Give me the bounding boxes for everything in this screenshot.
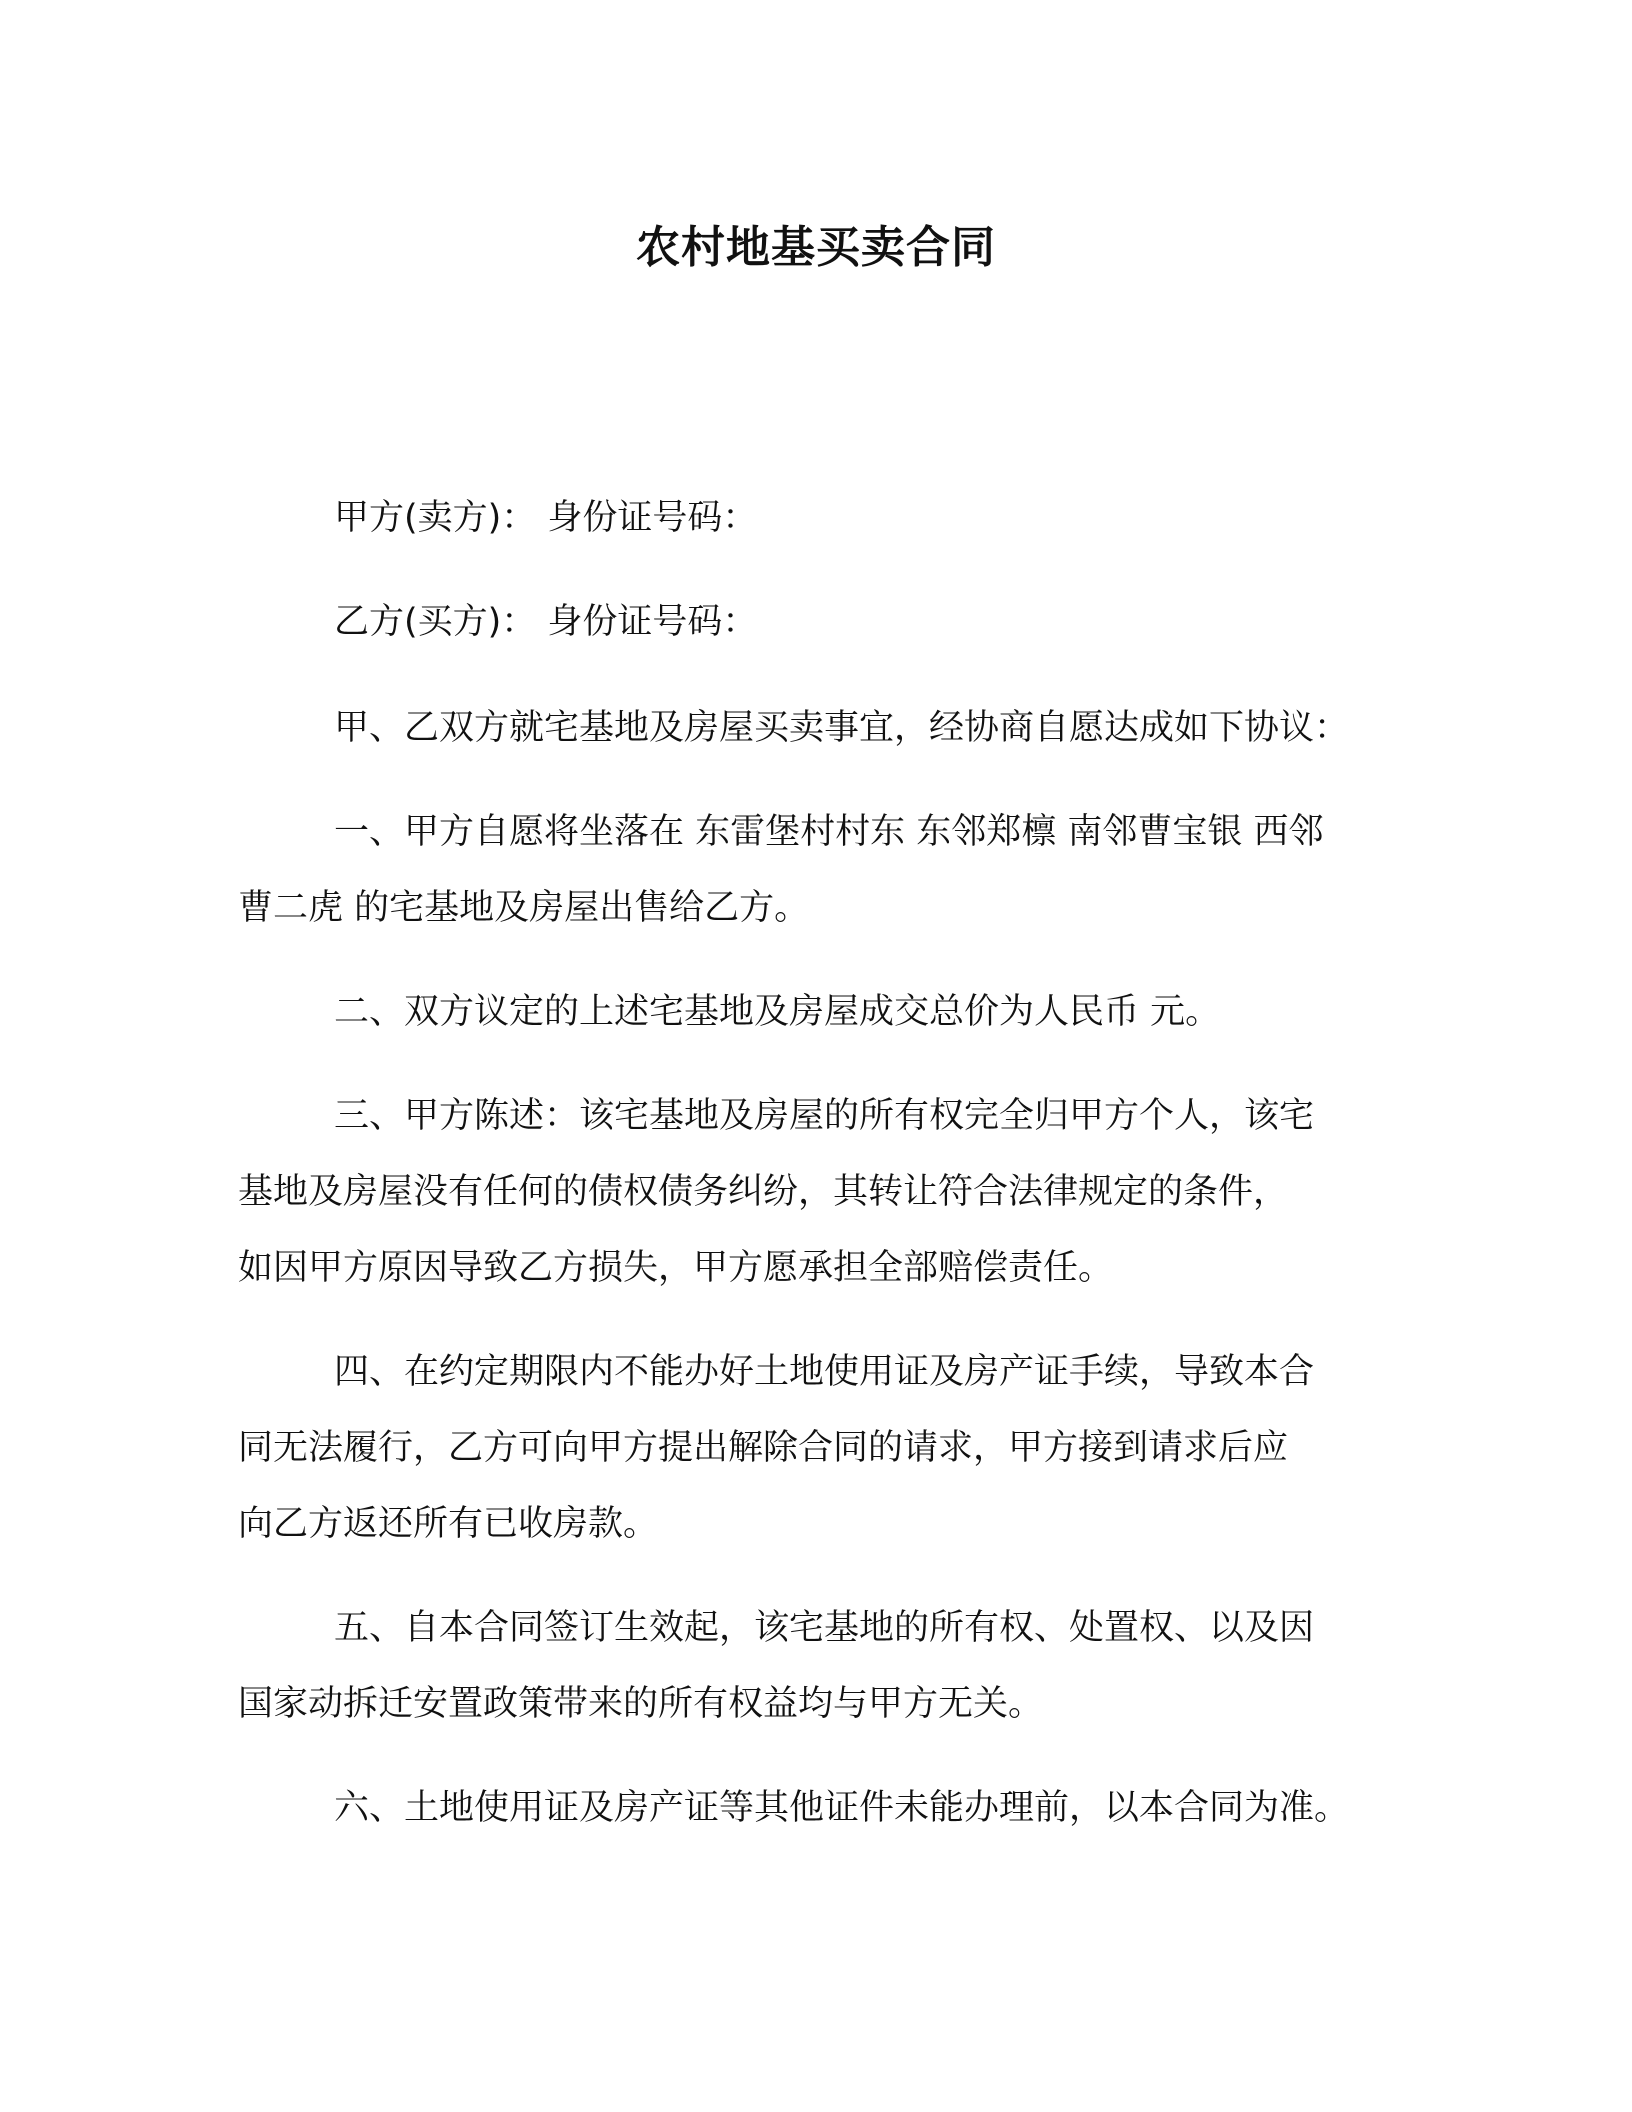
clause-1-line-1: 一、甲方自愿将坐落在 东雷堡村村东 东邻郑檩 南邻曹宝银 西邻 [334,812,1324,852]
clause-5-line-2: 国家动拆迁安置政策带来的所有权益均与甲方无关。 [238,1684,1044,1724]
clause-6-line-1: 六、土地使用证及房产证等其他证件未能办理前，以本合同为准。 [334,1788,1350,1828]
clause-3-line-2: 基地及房屋没有任何的债权债务纠纷，其转让符合法律规定的条件， [238,1172,1289,1212]
clause-4-line-2: 同无法履行，乙方可向甲方提出解除合同的请求，甲方接到请求后应 [238,1428,1289,1468]
clause-1-line-2: 曹二虎 的宅基地及房屋出售给乙方。 [238,888,810,928]
clause-4-line-3: 向乙方返还所有已收房款。 [238,1504,659,1544]
clause-3-line-3: 如因甲方原因导致乙方损失，甲方愿承担全部赔偿责任。 [238,1248,1114,1288]
agreement-intro: 甲、乙双方就宅基地及房屋买卖事宜，经协商自愿达成如下协议： [334,708,1350,748]
clause-5-line-1: 五、自本合同签订生效起，该宅基地的所有权、处置权、以及因 [334,1608,1315,1648]
clause-3-line-1: 三、甲方陈述：该宅基地及房屋的所有权完全归甲方个人，该宅 [334,1096,1315,1136]
party-b-line: 乙方(买方)： 身份证号码： [334,602,758,642]
clause-4-line-1: 四、在约定期限内不能办好土地使用证及房产证手续，导致本合 [334,1352,1315,1392]
document-title: 农村地基买卖合同 [636,222,996,273]
party-a-line: 甲方(卖方)： 身份证号码： [334,498,758,538]
clause-2-line-1: 二、双方议定的上述宅基地及房屋成交总价为人民币 元。 [334,992,1221,1032]
